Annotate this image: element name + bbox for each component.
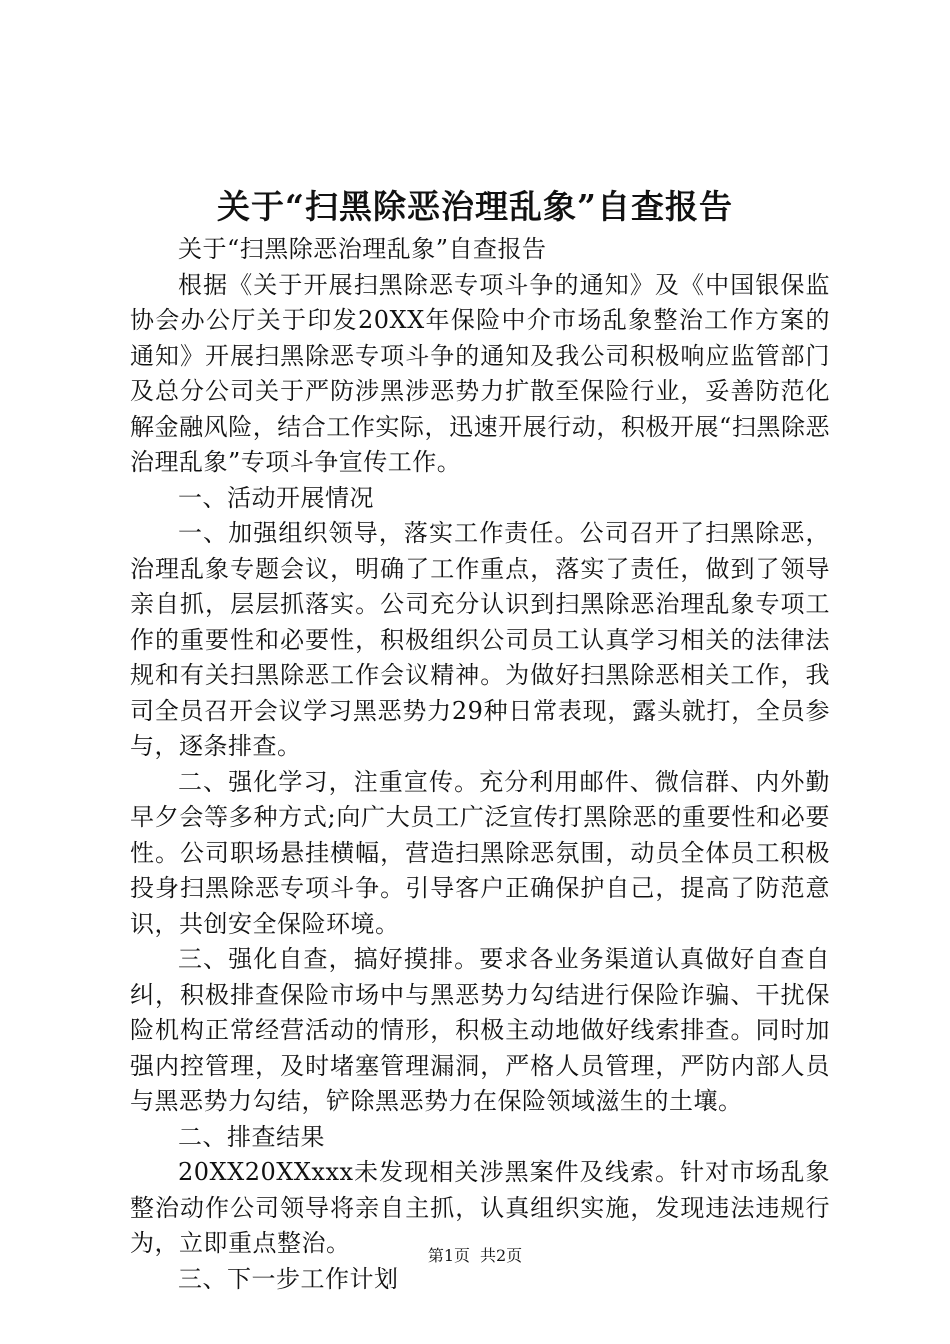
page-footer	[0, 1244, 950, 1268]
paragraph-self-inspection: 三、强化自查，搞好摸排。要求各业务渠道认真做好自查自纠，积极排查保险市场中与黑恶势力勾结进行保险诈骗、干扰保险机构正常经营活动的情形，积极主动地做好线索排查。同时加强内控管理，及时堵塞管理漏洞，严格人员管理，严防内部人员与黑恶势力勾结，铲除黑恶势力在保险领域滋生的土壤。	[130, 945, 830, 1115]
page-number: 第1页	[427, 1246, 470, 1265]
document-body	[130, 232, 830, 1297]
page-total: 共2页	[480, 1246, 523, 1265]
section-heading-activities: 一、活动开展情况	[178, 483, 374, 512]
paragraph-publicity: 二、强化学习，注重宣传。充分利用邮件、微信群、内外勤早夕会等多种方式;向广大员工广泛宣传打黑除恶的重要性和必要性。公司职场悬挂横幅，营造扫黑除恶氛围，动员全体员工积极投身扫黑除恶专项斗争。引导客户正确保护自己，提高了防范意识，共创安全保险环境。	[130, 767, 830, 938]
paragraph-leadership: 一、加强组织领导，落实工作责任。公司召开了扫黑除恶，治理乱象专题会议，明确了工作重点，落实了责任，做到了领导亲自抓，层层抓落实。公司充分认识到扫黑除恶治理乱象专项工作的重要性和必要性，积极组织公司员工认真学习相关的法律法规和有关扫黑除恶工作会议精神。为做好扫黑除恶相关工作，我司全员召开会议学习黑恶势力29种日常表现，露头就打，全员参与，逐条排查。	[130, 519, 830, 760]
section-heading-next-steps: 三、下一步工作计划	[178, 1264, 399, 1293]
paragraph-results: 20XX20XXxxx未发现相关涉黑案件及线索。针对市场乱象整治动作公司领导将亲自主抓，认真组织实施，发现违法违规行为，立即重点整治。	[130, 1158, 830, 1257]
paragraph-subtitle: 关于“扫黑除恶治理乱象”自查报告	[178, 235, 547, 263]
document-title: 关于“扫黑除恶治理乱象”自查报告	[217, 187, 733, 226]
section-heading-results: 二、排查结果	[178, 1122, 325, 1151]
paragraph-intro: 根据《关于开展扫黑除恶专项斗争的通知》及《中国银保监协会办公厅关于印发20XX年保险中介市场乱象整治工作方案的通知》开展扫黑除恶专项斗争的通知及我公司积极响应监管部门及总分公司关于严防涉黑涉恶势力扩散至保险行业，妥善防范化解金融风险，结合工作实际，迅速开展行动，积极开展“扫黑除恶治理乱象”专项斗争宣传工作。	[130, 270, 830, 476]
